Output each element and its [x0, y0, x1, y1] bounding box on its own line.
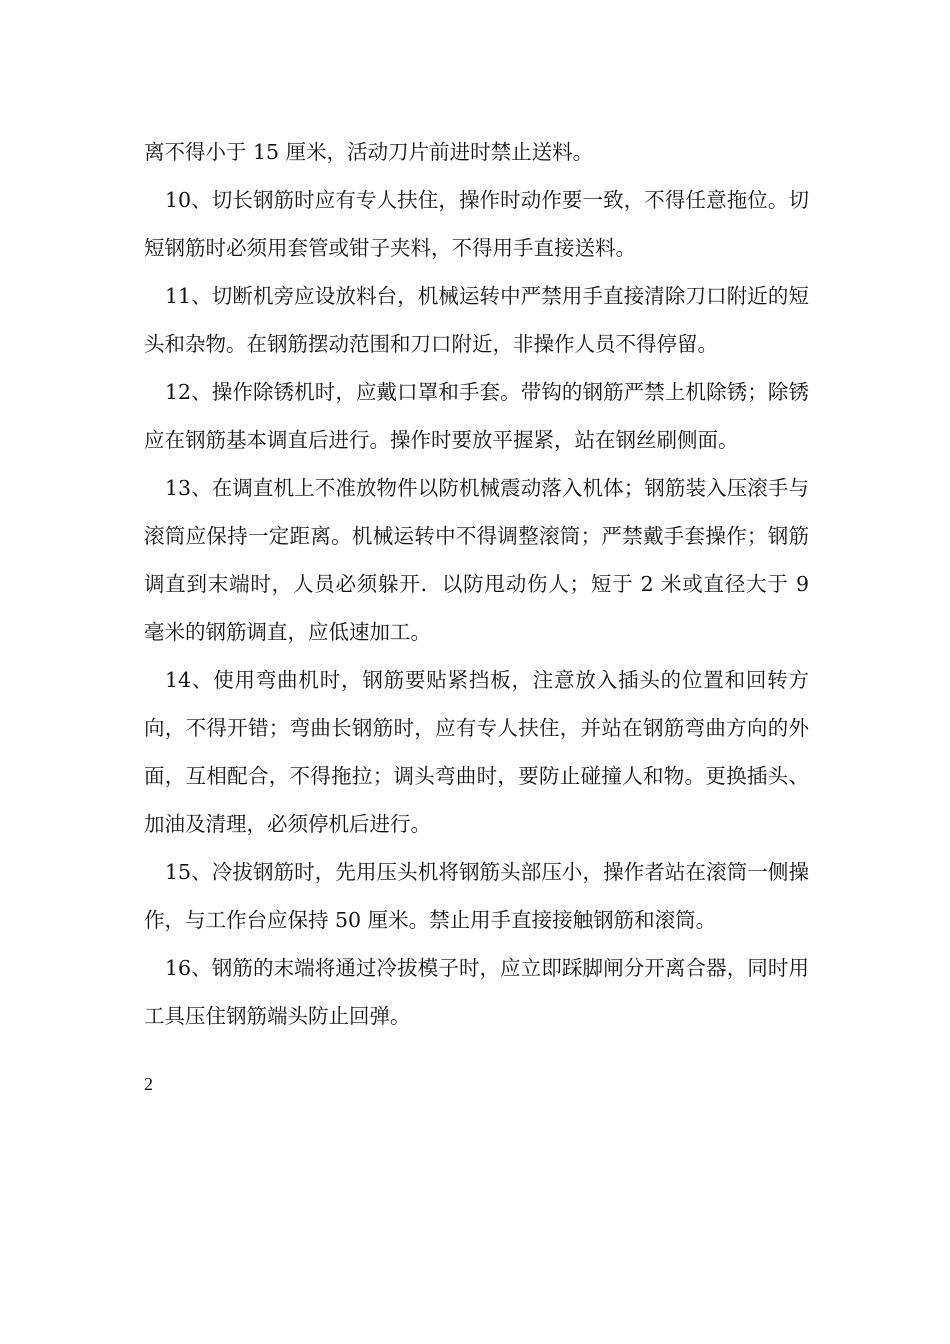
paragraph-item-12: 12、操作除锈机时，应戴口罩和手套。带钩的钢筋严禁上机除锈；除锈应在钢筋基本调直后进行。操作时要放平握紧，站在钢丝刷侧面。: [144, 380, 809, 452]
paragraph-item-15: 15、冷拔钢筋时，先用压头机将钢筋头部压小，操作者站在滚筒一侧操作，与工作台应保持 50 厘米。禁止用手直接接触钢筋和滚筒。: [144, 860, 809, 932]
paragraph-item-11: 11、切断机旁应设放料台，机械运转中严禁用手直接清除刀口附近的短头和杂物。在钢筋摆动范围和刀口附近，非操作人员不得停留。: [144, 284, 809, 356]
document-body: [144, 128, 809, 1040]
paragraph-item-16: 16、钢筋的末端将通过冷拔模子时，应立即踩脚闸分开离合器，同时用工具压住钢筋端头防止回弹。: [144, 956, 809, 1028]
paragraph-item-10: 10、切长钢筋时应有专人扶住，操作时动作要一致，不得任意拖位。切短钢筋时必须用套管或钳子夹料，不得用手直接送料。: [144, 188, 809, 260]
page-number: 2: [144, 1074, 153, 1094]
paragraph-item-14: 14、使用弯曲机时，钢筋要贴紧挡板，注意放入插头的位置和回转方向，不得开错；弯曲长钢筋时，应有专人扶住，并站在钢筋弯曲方向的外面，互相配合，不得拖拉；调头弯曲时，要防止碰撞人和物。更换插头、加油及清理，必须停机后进行。: [144, 668, 809, 836]
paragraph-continuation: 离不得小于 15 厘米，活动刀片前进时禁止送料。: [144, 140, 594, 164]
paragraph-item-13: 13、在调直机上不准放物件以防机械震动落入机体；钢筋装入压滚手与滚筒应保持一定距离。机械运转中不得调整滚筒；严禁戴手套操作；钢筋调直到末端时，人员必须躲开．以防甩动伤人；短于 2 米或直径大于 9 毫米的钢筋调直，应低速加工。: [144, 476, 809, 644]
